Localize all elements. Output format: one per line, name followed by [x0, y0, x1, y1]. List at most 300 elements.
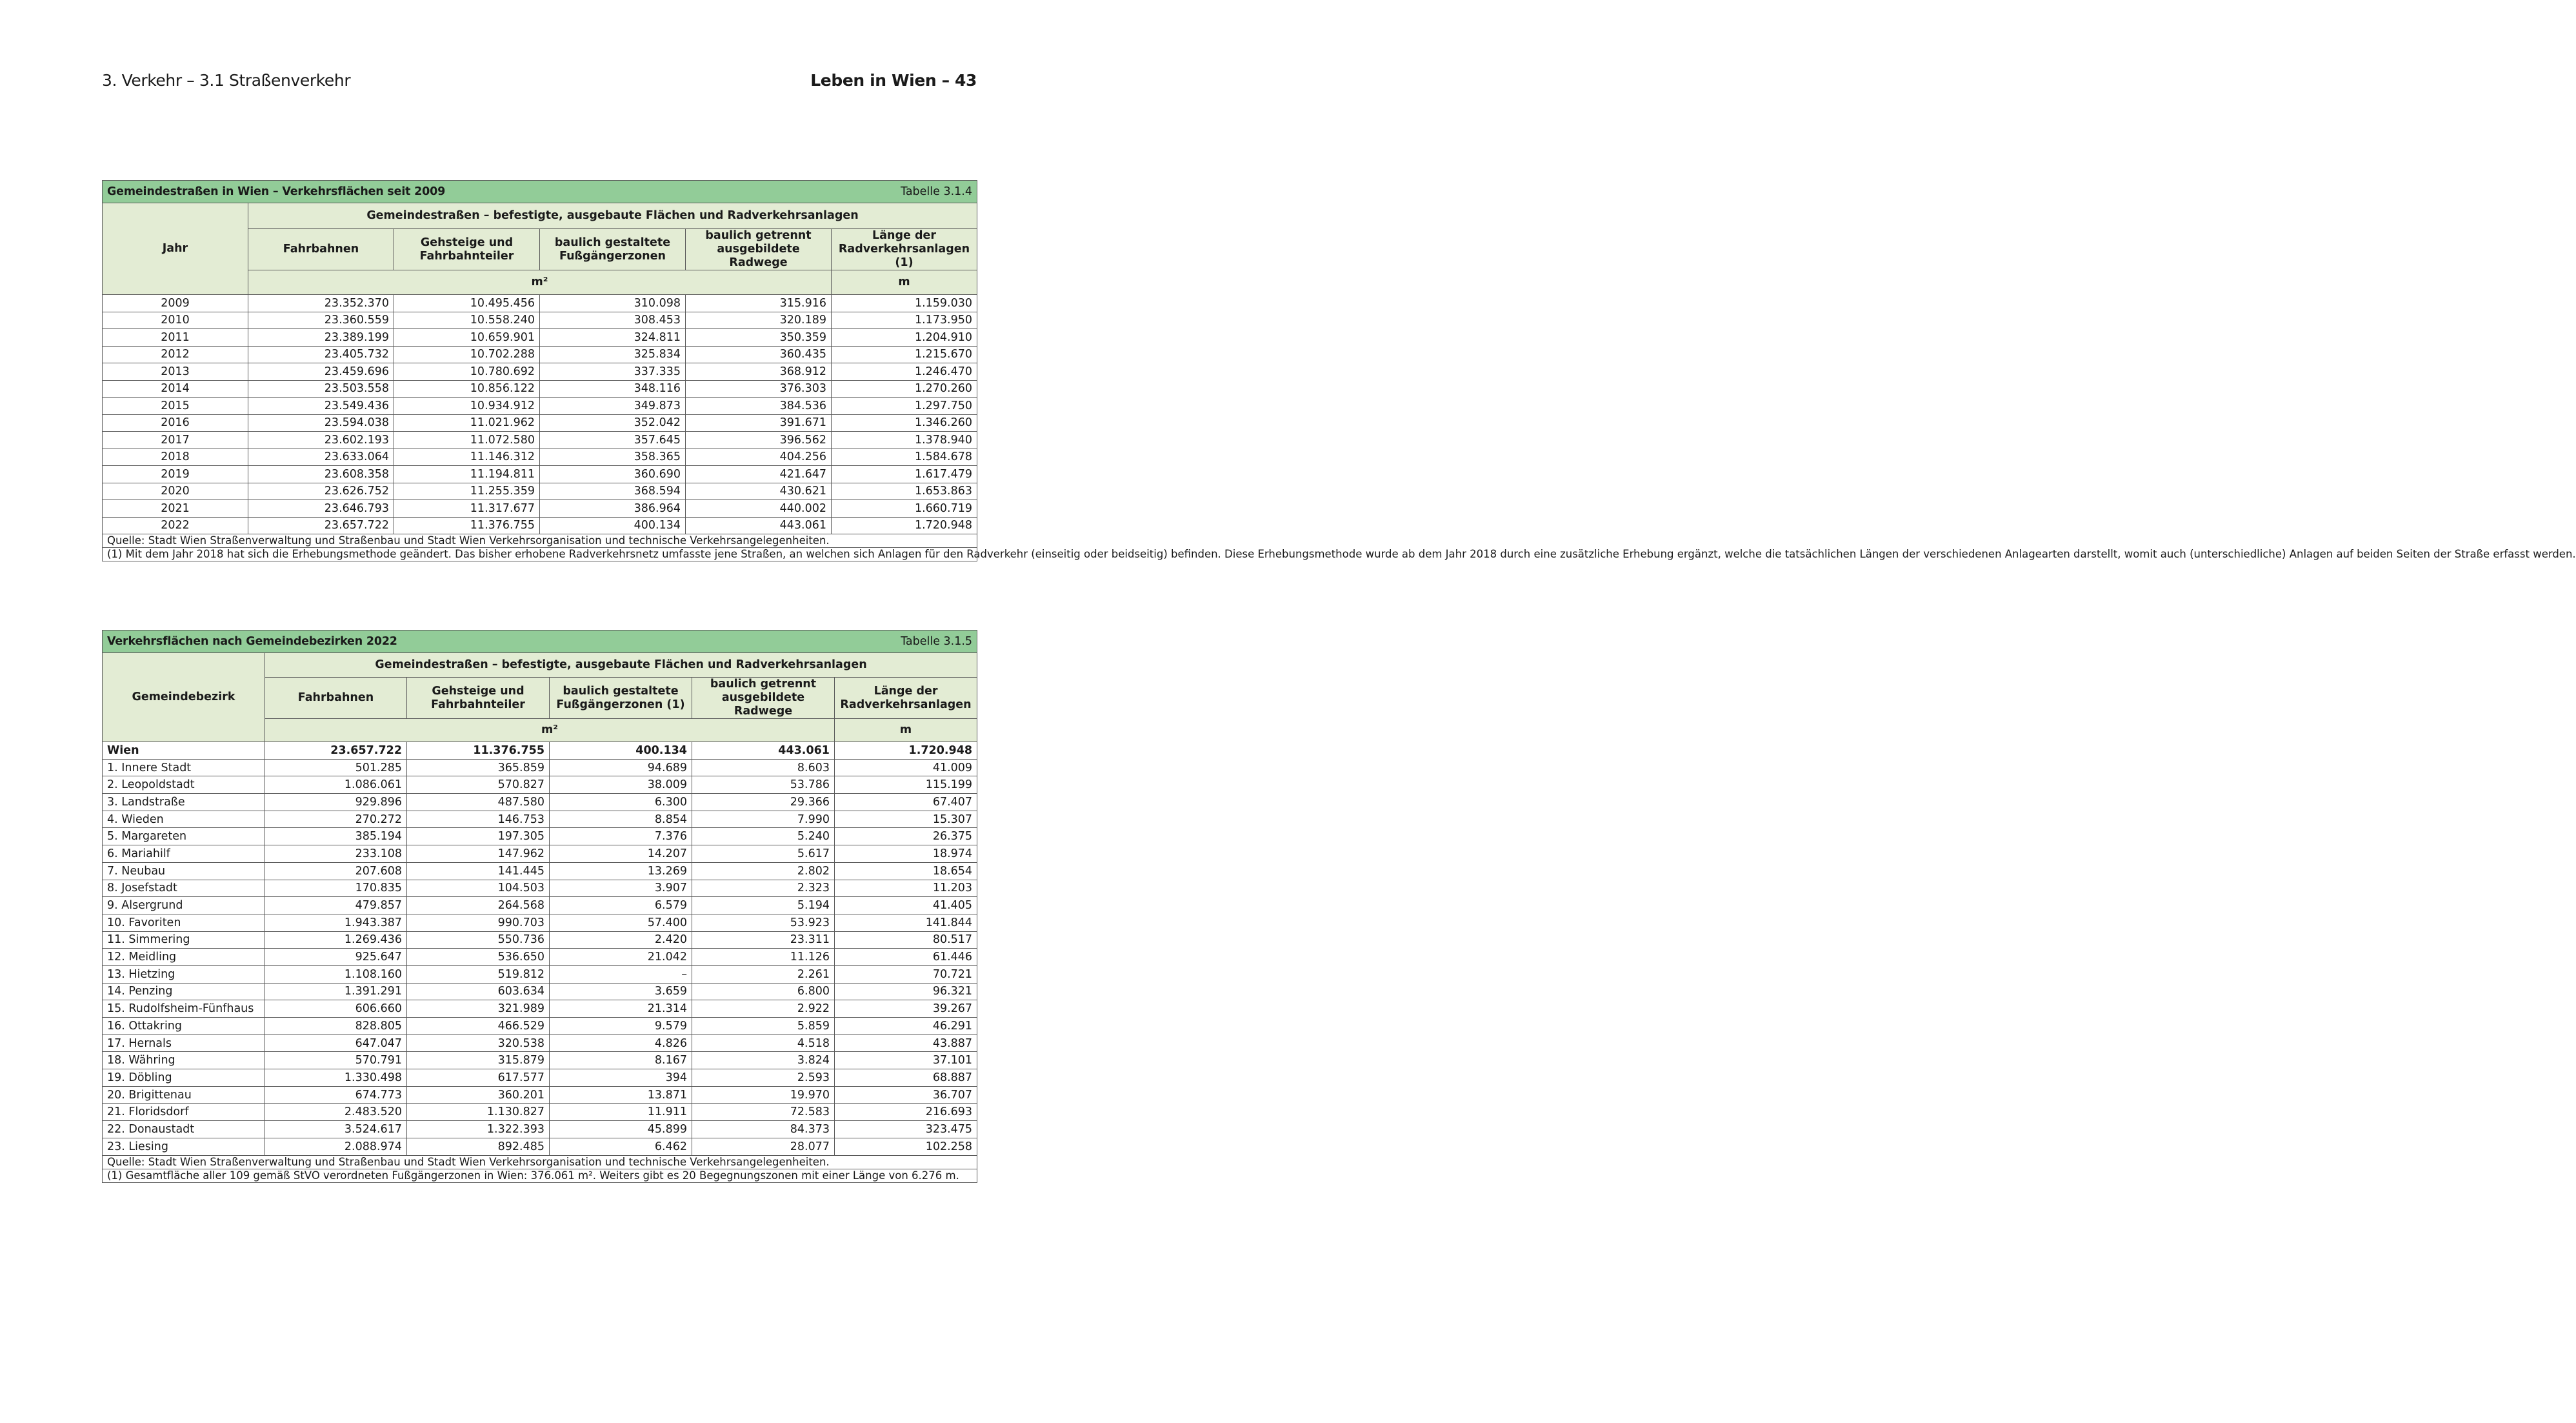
cell-value: 41.009	[835, 759, 977, 776]
cell-value: 53.786	[692, 776, 835, 794]
table-source: Quelle: Stadt Wien Straßenverwaltung und Straßenbau und Stadt Wien Verkehrsorganisation und technische Verkehrsangelegenheiten.	[103, 1155, 977, 1169]
cell-value: 18.654	[835, 862, 977, 880]
cell-value: 647.047	[265, 1034, 407, 1052]
cell-value: 10.702.288	[394, 346, 540, 363]
row-label: 2015	[103, 398, 248, 415]
cell-value: 674.773	[265, 1086, 407, 1104]
cell-value: 3.659	[550, 983, 692, 1000]
table-source: Quelle: Stadt Wien Straßenverwaltung und Straßenbau und Stadt Wien Verkehrsorganisation und technische Verkehrsangelegenheiten.	[103, 534, 977, 548]
row-label: 15. Rudolfsheim-Fünfhaus	[103, 1000, 265, 1018]
cell-value: 7.376	[550, 828, 692, 845]
cell-value: 828.805	[265, 1018, 407, 1035]
col-header-gemeindebezirk: Gemeindebezirk	[103, 653, 265, 742]
row-label: 2009	[103, 295, 248, 312]
cell-value: 1.204.910	[832, 329, 977, 347]
cell-value: 10.856.122	[394, 380, 540, 398]
table-row	[103, 500, 977, 518]
cell-value: 400.134	[540, 517, 686, 534]
row-label: 22. Donaustadt	[103, 1121, 265, 1138]
cell-value: 1.720.948	[835, 742, 977, 760]
cell-value: 1.173.950	[832, 312, 977, 329]
row-label: 13. Hietzing	[103, 965, 265, 983]
cell-value: 28.077	[692, 1138, 835, 1155]
cell-value: 1.584.678	[832, 449, 977, 466]
unit-area: m²	[265, 719, 835, 742]
cell-value: 1.215.670	[832, 346, 977, 363]
cell-value: 1.720.948	[832, 517, 977, 534]
cell-value: 5.859	[692, 1018, 835, 1035]
table-row	[103, 312, 977, 329]
cell-value: 308.453	[540, 312, 686, 329]
cell-value: 26.375	[835, 828, 977, 845]
cell-value: 396.562	[686, 432, 832, 449]
row-label: 14. Penzing	[103, 983, 265, 1000]
cell-value: 1.130.827	[407, 1104, 550, 1121]
unit-length: m	[832, 270, 977, 295]
row-label: 20. Brigittenau	[103, 1086, 265, 1104]
cell-value: 13.871	[550, 1086, 692, 1104]
table-row	[103, 794, 977, 811]
cell-value: 519.812	[407, 965, 550, 983]
row-label: 21. Floridsdorf	[103, 1104, 265, 1121]
cell-value: 11.203	[835, 880, 977, 897]
page-header	[102, 71, 977, 97]
cell-value: 929.896	[265, 794, 407, 811]
row-label: 7. Neubau	[103, 862, 265, 880]
col-header-fussgaengerzonen: baulich gestaltete Fußgängerzonen (1)	[550, 678, 692, 719]
cell-value: 466.529	[407, 1018, 550, 1035]
group-header: Gemeindestraßen – befestigte, ausgebaute Flächen und Radverkehrsanlagen	[248, 203, 977, 229]
cell-value: 70.721	[835, 965, 977, 983]
col-header-radwege: baulich getrennt ausgebildete Radwege	[686, 229, 832, 270]
cell-value: 270.272	[265, 811, 407, 828]
row-label: 1. Innere Stadt	[103, 759, 265, 776]
table-row	[103, 1052, 977, 1069]
table-row	[103, 949, 977, 966]
cell-value: 8.167	[550, 1052, 692, 1069]
table-row	[103, 517, 977, 534]
cell-value: 11.255.359	[394, 483, 540, 500]
cell-value: 11.194.811	[394, 466, 540, 483]
row-label: 2012	[103, 346, 248, 363]
cell-value: 892.485	[407, 1138, 550, 1155]
col-header-radverkehrsanlagen: Länge der Radverkehrsanlagen	[835, 678, 977, 719]
cell-value: 2.483.520	[265, 1104, 407, 1121]
cell-value: 443.061	[692, 742, 835, 760]
row-label: 2020	[103, 483, 248, 500]
table-body	[103, 742, 977, 1156]
table-row	[103, 380, 977, 398]
cell-value: 1.270.260	[832, 380, 977, 398]
page-number: Leben in Wien – 43	[810, 71, 977, 90]
cell-value: 15.307	[835, 811, 977, 828]
table-row	[103, 449, 977, 466]
cell-value: 440.002	[686, 500, 832, 518]
table-title-row	[103, 181, 977, 203]
cell-value: 11.146.312	[394, 449, 540, 466]
unit-area: m²	[248, 270, 832, 295]
cell-value: 400.134	[550, 742, 692, 760]
table-row	[103, 828, 977, 845]
cell-value: 386.964	[540, 500, 686, 518]
cell-value: 21.314	[550, 1000, 692, 1018]
cell-value: 36.707	[835, 1086, 977, 1104]
row-label: 6. Mariahilf	[103, 845, 265, 863]
table-number: Tabelle 3.1.5	[901, 635, 973, 648]
row-label: 18. Währing	[103, 1052, 265, 1069]
table-row	[103, 776, 977, 794]
cell-value: 384.536	[686, 398, 832, 415]
cell-value: 430.621	[686, 483, 832, 500]
cell-value: 23.503.558	[248, 380, 394, 398]
col-header-fahrbahnen: Fahrbahnen	[265, 678, 407, 719]
cell-value: 990.703	[407, 914, 550, 931]
cell-value: 23.602.193	[248, 432, 394, 449]
table-verkehrsflaechen-seit-2009	[102, 180, 2576, 561]
cell-value: 141.844	[835, 914, 977, 931]
cell-value: 170.835	[265, 880, 407, 897]
cell-value: 1.943.387	[265, 914, 407, 931]
cell-value: 11.072.580	[394, 432, 540, 449]
table-number: Tabelle 3.1.4	[901, 185, 973, 198]
table-title-row	[103, 631, 977, 653]
row-label: 2018	[103, 449, 248, 466]
cell-value: 21.042	[550, 949, 692, 966]
cell-value: 1.391.291	[265, 983, 407, 1000]
cell-value: 11.376.755	[407, 742, 550, 760]
cell-value: 197.305	[407, 828, 550, 845]
col-header-radverkehrsanlagen: Länge der Radverkehrsanlagen (1)	[832, 229, 977, 270]
cell-value: 23.594.038	[248, 414, 394, 432]
row-label: 5. Margareten	[103, 828, 265, 845]
cell-value: 337.335	[540, 363, 686, 381]
cell-value: 264.568	[407, 897, 550, 914]
cell-value: 207.608	[265, 862, 407, 880]
cell-value: 84.373	[692, 1121, 835, 1138]
table-row	[103, 483, 977, 500]
table-footnote: (1) Gesamtfläche aller 109 gemäß StVO verordneten Fußgängerzonen in Wien: 376.061 m². Weiters gibt es 20 Begegnungszonen mit einer Länge von 6.276 m.	[103, 1169, 977, 1182]
cell-value: 57.400	[550, 914, 692, 931]
cell-value: 1.653.863	[832, 483, 977, 500]
unit-length: m	[835, 719, 977, 742]
row-label: 3. Landstraße	[103, 794, 265, 811]
cell-value: 37.101	[835, 1052, 977, 1069]
cell-value: 1.246.470	[832, 363, 977, 381]
cell-value: 10.934.912	[394, 398, 540, 415]
col-header-gehsteige: Gehsteige und Fahrbahnteiler	[394, 229, 540, 270]
table-row	[103, 1069, 977, 1087]
table-row	[103, 1018, 977, 1035]
cell-value: 80.517	[835, 931, 977, 949]
cell-value: 23.352.370	[248, 295, 394, 312]
row-label: 8. Josefstadt	[103, 880, 265, 897]
cell-value: 18.974	[835, 845, 977, 863]
cell-value: 23.633.064	[248, 449, 394, 466]
cell-value: 357.645	[540, 432, 686, 449]
row-label: 9. Alsergrund	[103, 897, 265, 914]
table-row	[103, 466, 977, 483]
cell-value: 1.660.719	[832, 500, 977, 518]
table-row	[103, 363, 977, 381]
cell-value: 2.323	[692, 880, 835, 897]
cell-value: 2.088.974	[265, 1138, 407, 1155]
cell-value: 4.518	[692, 1034, 835, 1052]
table-row	[103, 1121, 977, 1138]
cell-value: –	[550, 965, 692, 983]
cell-value: 19.970	[692, 1086, 835, 1104]
row-label: 11. Simmering	[103, 931, 265, 949]
cell-value: 350.359	[686, 329, 832, 347]
cell-value: 104.503	[407, 880, 550, 897]
table-row	[103, 329, 977, 347]
cell-value: 23.389.199	[248, 329, 394, 347]
row-label: 2013	[103, 363, 248, 381]
table-row	[103, 759, 977, 776]
col-header-radwege: baulich getrennt ausgebildete Radwege	[692, 678, 835, 719]
table-verkehrsflaechen-bezirke-2022	[102, 630, 977, 1183]
cell-value: 321.989	[407, 1000, 550, 1018]
cell-value: 67.407	[835, 794, 977, 811]
cell-value: 3.824	[692, 1052, 835, 1069]
cell-value: 617.577	[407, 1069, 550, 1087]
col-header-gehsteige: Gehsteige und Fahrbahnteiler	[407, 678, 550, 719]
cell-value: 323.475	[835, 1121, 977, 1138]
cell-value: 94.689	[550, 759, 692, 776]
cell-value: 23.626.752	[248, 483, 394, 500]
table-row	[103, 811, 977, 828]
col-header-fahrbahnen: Fahrbahnen	[248, 229, 394, 270]
cell-value: 1.159.030	[832, 295, 977, 312]
cell-value: 349.873	[540, 398, 686, 415]
cell-value: 41.405	[835, 897, 977, 914]
cell-value: 9.579	[550, 1018, 692, 1035]
cell-value: 115.199	[835, 776, 977, 794]
row-label: 17. Hernals	[103, 1034, 265, 1052]
cell-value: 8.603	[692, 759, 835, 776]
col-header-fussgaengerzonen: baulich gestaltete Fußgängerzonen	[540, 229, 686, 270]
cell-value: 23.360.559	[248, 312, 394, 329]
cell-value: 11.317.677	[394, 500, 540, 518]
cell-value: 146.753	[407, 811, 550, 828]
cell-value: 1.617.479	[832, 466, 977, 483]
col-header-jahr: Jahr	[103, 203, 248, 295]
row-label: 2011	[103, 329, 248, 347]
row-label: 2016	[103, 414, 248, 432]
table-row	[103, 965, 977, 983]
cell-value: 1.108.160	[265, 965, 407, 983]
cell-value: 5.617	[692, 845, 835, 863]
cell-value: 1.346.260	[832, 414, 977, 432]
row-label: 19. Döbling	[103, 1069, 265, 1087]
cell-value: 102.258	[835, 1138, 977, 1155]
cell-value: 501.285	[265, 759, 407, 776]
cell-value: 11.376.755	[394, 517, 540, 534]
group-header: Gemeindestraßen – befestigte, ausgebaute Flächen und Radverkehrsanlagen	[265, 653, 977, 678]
row-label: 2014	[103, 380, 248, 398]
table-row	[103, 931, 977, 949]
row-label: 2022	[103, 517, 248, 534]
cell-value: 391.671	[686, 414, 832, 432]
table-row	[103, 1138, 977, 1155]
cell-value: 358.365	[540, 449, 686, 466]
cell-value: 13.269	[550, 862, 692, 880]
table-row	[103, 398, 977, 415]
cell-value: 320.189	[686, 312, 832, 329]
row-label: 2017	[103, 432, 248, 449]
cell-value: 603.634	[407, 983, 550, 1000]
cell-value: 23.646.793	[248, 500, 394, 518]
cell-value: 324.811	[540, 329, 686, 347]
table-row	[103, 346, 977, 363]
cell-value: 368.594	[540, 483, 686, 500]
cell-value: 233.108	[265, 845, 407, 863]
cell-value: 6.579	[550, 897, 692, 914]
table-title: Gemeindestraßen in Wien – Verkehrsflächen seit 2009	[107, 185, 446, 198]
cell-value: 385.194	[265, 828, 407, 845]
cell-value: 23.311	[692, 931, 835, 949]
cell-value: 2.922	[692, 1000, 835, 1018]
cell-value: 23.657.722	[265, 742, 407, 760]
cell-value: 23.459.696	[248, 363, 394, 381]
row-label: 2021	[103, 500, 248, 518]
cell-value: 4.826	[550, 1034, 692, 1052]
cell-value: 325.834	[540, 346, 686, 363]
cell-value: 96.321	[835, 983, 977, 1000]
table-row	[103, 295, 977, 312]
cell-value: 10.495.456	[394, 295, 540, 312]
cell-value: 39.267	[835, 1000, 977, 1018]
cell-value: 320.538	[407, 1034, 550, 1052]
cell-value: 2.593	[692, 1069, 835, 1087]
cell-value: 11.021.962	[394, 414, 540, 432]
cell-value: 1.086.061	[265, 776, 407, 794]
cell-value: 11.911	[550, 1104, 692, 1121]
cell-value: 43.887	[835, 1034, 977, 1052]
row-label: Wien	[103, 742, 265, 760]
cell-value: 360.690	[540, 466, 686, 483]
cell-value: 606.660	[265, 1000, 407, 1018]
cell-value: 10.659.901	[394, 329, 540, 347]
row-label: 23. Liesing	[103, 1138, 265, 1155]
cell-value: 23.608.358	[248, 466, 394, 483]
cell-value: 14.207	[550, 845, 692, 863]
total-row	[103, 742, 977, 760]
table-title: Verkehrsflächen nach Gemeindebezirken 2022	[107, 635, 397, 648]
cell-value: 570.791	[265, 1052, 407, 1069]
cell-value: 2.420	[550, 931, 692, 949]
cell-value: 3.524.617	[265, 1121, 407, 1138]
table-row	[103, 862, 977, 880]
cell-value: 536.650	[407, 949, 550, 966]
cell-value: 443.061	[686, 517, 832, 534]
cell-value: 365.859	[407, 759, 550, 776]
cell-value: 216.693	[835, 1104, 977, 1121]
cell-value: 394	[550, 1069, 692, 1087]
cell-value: 421.647	[686, 466, 832, 483]
cell-value: 6.462	[550, 1138, 692, 1155]
table-row	[103, 1086, 977, 1104]
cell-value: 3.907	[550, 880, 692, 897]
table-row	[103, 1104, 977, 1121]
cell-value: 1.322.393	[407, 1121, 550, 1138]
cell-value: 5.240	[692, 828, 835, 845]
cell-value: 2.261	[692, 965, 835, 983]
row-label: 2019	[103, 466, 248, 483]
cell-value: 23.405.732	[248, 346, 394, 363]
cell-value: 6.800	[692, 983, 835, 1000]
table-row	[103, 983, 977, 1000]
row-label: 10. Favoriten	[103, 914, 265, 931]
row-label: 16. Ottakring	[103, 1018, 265, 1035]
cell-value: 570.827	[407, 776, 550, 794]
table-row	[103, 1000, 977, 1018]
cell-value: 315.916	[686, 295, 832, 312]
cell-value: 6.300	[550, 794, 692, 811]
cell-value: 1.269.436	[265, 931, 407, 949]
table-row	[103, 432, 977, 449]
table-row	[103, 845, 977, 863]
cell-value: 348.116	[540, 380, 686, 398]
cell-value: 10.780.692	[394, 363, 540, 381]
cell-value: 10.558.240	[394, 312, 540, 329]
cell-value: 1.378.940	[832, 432, 977, 449]
cell-value: 141.445	[407, 862, 550, 880]
cell-value: 147.962	[407, 845, 550, 863]
cell-value: 61.446	[835, 949, 977, 966]
cell-value: 352.042	[540, 414, 686, 432]
cell-value: 5.194	[692, 897, 835, 914]
cell-value: 11.126	[692, 949, 835, 966]
cell-value: 925.647	[265, 949, 407, 966]
cell-value: 550.736	[407, 931, 550, 949]
cell-value: 53.923	[692, 914, 835, 931]
cell-value: 72.583	[692, 1104, 835, 1121]
cell-value: 1.330.498	[265, 1069, 407, 1087]
cell-value: 38.009	[550, 776, 692, 794]
cell-value: 45.899	[550, 1121, 692, 1138]
cell-value: 487.580	[407, 794, 550, 811]
table-row	[103, 1034, 977, 1052]
cell-value: 1.297.750	[832, 398, 977, 415]
cell-value: 68.887	[835, 1069, 977, 1087]
cell-value: 23.657.722	[248, 517, 394, 534]
cell-value: 360.201	[407, 1086, 550, 1104]
row-label: 4. Wieden	[103, 811, 265, 828]
cell-value: 479.857	[265, 897, 407, 914]
cell-value: 376.303	[686, 380, 832, 398]
cell-value: 29.366	[692, 794, 835, 811]
table-row	[103, 914, 977, 931]
table-body	[103, 295, 977, 534]
cell-value: 368.912	[686, 363, 832, 381]
cell-value: 46.291	[835, 1018, 977, 1035]
cell-value: 7.990	[692, 811, 835, 828]
cell-value: 310.098	[540, 295, 686, 312]
cell-value: 8.854	[550, 811, 692, 828]
cell-value: 360.435	[686, 346, 832, 363]
table-row	[103, 897, 977, 914]
table-footnote: (1) Mit dem Jahr 2018 hat sich die Erhebungsmethode geändert. Das bisher erhobene Radverkehrsnetz umfasste jene Straßen, an welchen sich Anlagen für den Radverkehr (einseitig oder beidseitig) befinden. Diese Erhebungsmethode wurde ab dem Jahr 2018 durch eine zusätzliche Erhebung ergänzt, welche die tatsächlichen Längen der verschiedenen Anlagearten darstellt, womit auch (unterschiedliche) Anlagen auf beiden Seiten der Straße erfasst werden.	[103, 548, 977, 561]
table-row	[103, 880, 977, 897]
cell-value: 404.256	[686, 449, 832, 466]
cell-value: 2.802	[692, 862, 835, 880]
cell-value: 315.879	[407, 1052, 550, 1069]
cell-value: 23.549.436	[248, 398, 394, 415]
row-label: 2. Leopoldstadt	[103, 776, 265, 794]
section-title: 3. Verkehr – 3.1 Straßenverkehr	[102, 71, 351, 90]
row-label: 12. Meidling	[103, 949, 265, 966]
table-row	[103, 414, 977, 432]
